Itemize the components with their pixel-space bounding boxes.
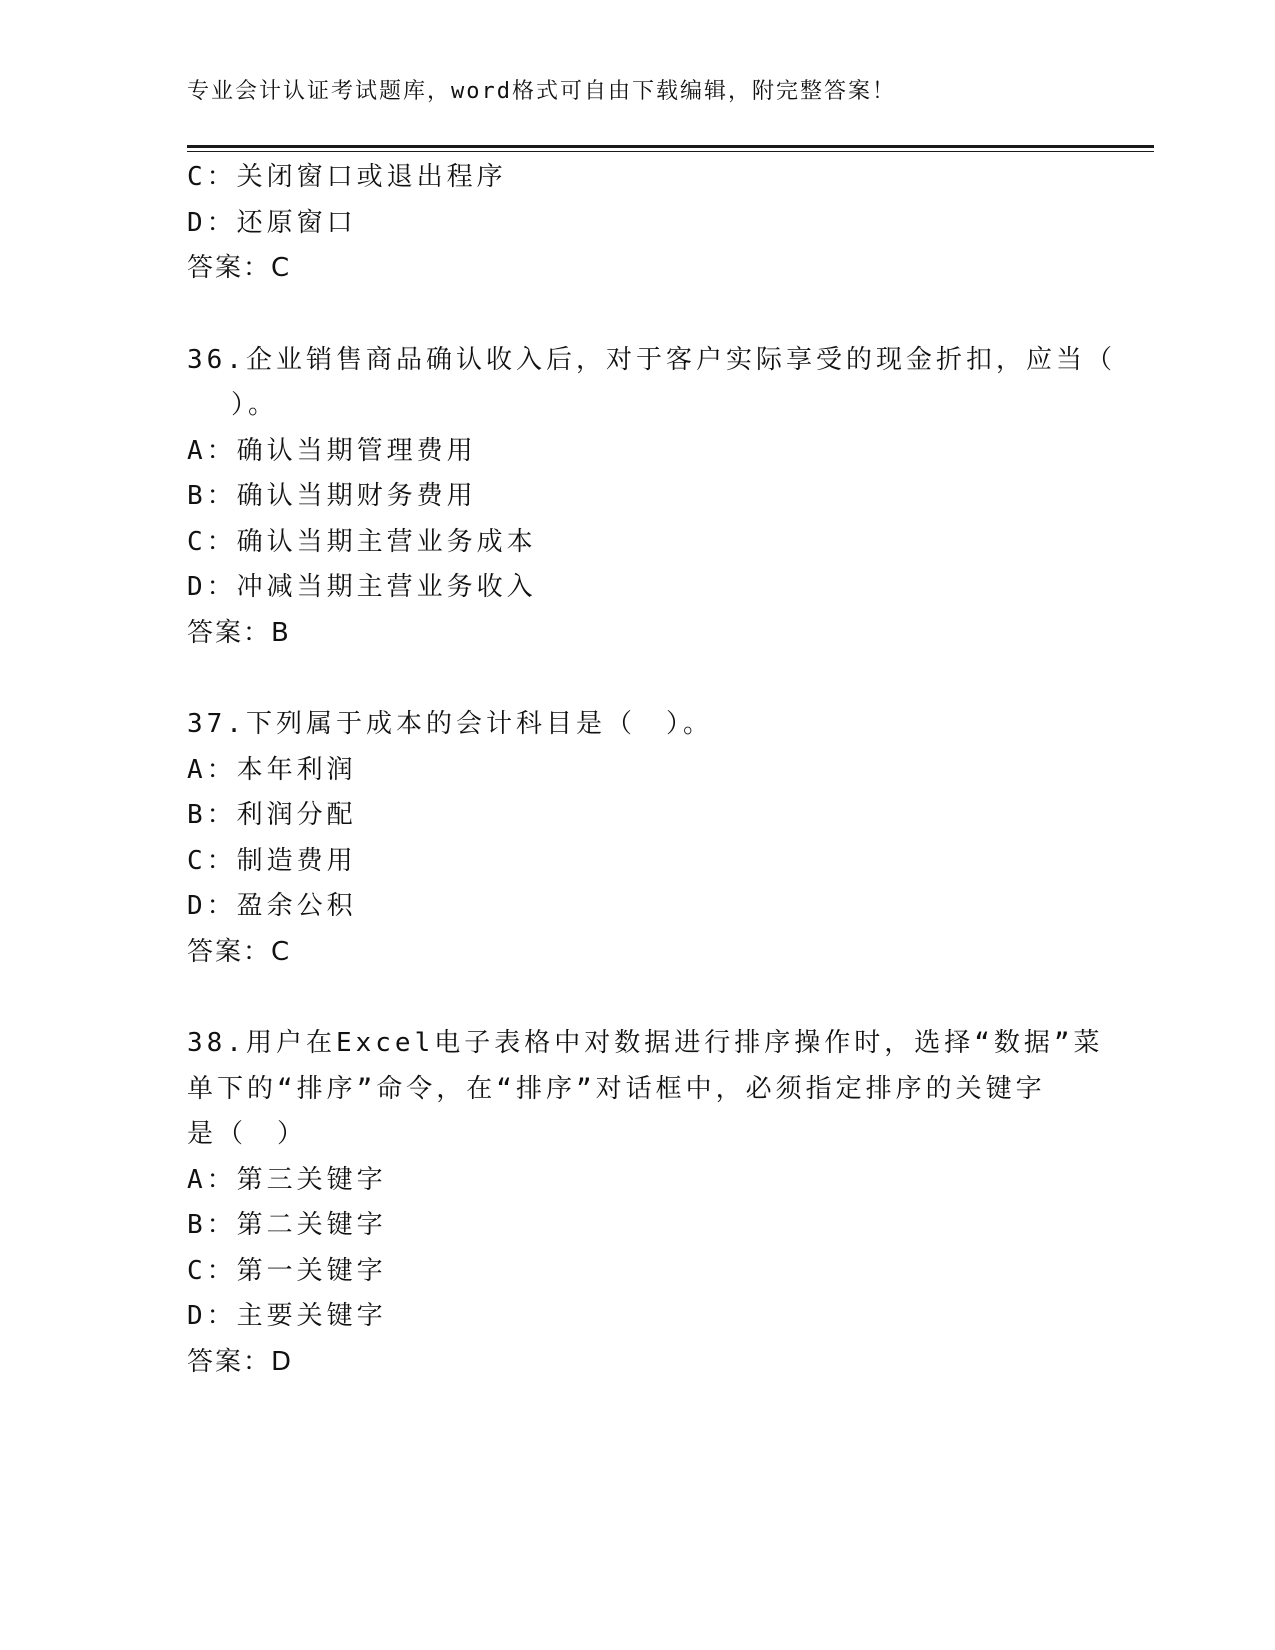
question-stem: 37.下列属于成本的会计科目是（ ）。 <box>187 709 713 739</box>
question-stem: 36.企业销售商品确认收入后，对于客户实际享受的现金折扣，应当（ <box>187 344 1116 375</box>
question-separator <box>187 975 1087 1021</box>
option-d: D：盈余公积 <box>187 891 357 921</box>
header-divider-thin <box>187 151 1154 152</box>
question-36 <box>187 338 1116 657</box>
option-c: C：关闭窗口或退出程序 <box>187 162 507 192</box>
question-stem: 38.用户在Excel电子表格中对数据进行排序操作时，选择“数据”菜 <box>187 1028 1104 1058</box>
question-list <box>187 155 1116 1385</box>
question-stem-continued: 是（ ） <box>187 1119 308 1149</box>
option-d: D：还原窗口 <box>187 207 357 238</box>
question-separator <box>187 292 1087 338</box>
option-b: B：第二关键字 <box>187 1210 387 1240</box>
answer-line: 答案：C <box>187 936 292 967</box>
answer-line: 答案：C <box>187 253 292 283</box>
option-d: D：冲减当期主营业务收入 <box>187 572 537 602</box>
answer-line: 答案：D <box>187 1346 294 1377</box>
header-divider-thick <box>187 145 1154 148</box>
question-38 <box>187 1021 1104 1385</box>
question-stem-continued: 单下的“排序”命令，在“排序”对话框中，必须指定排序的关键字 <box>187 1073 1046 1104</box>
option-a: A：确认当期管理费用 <box>187 435 477 466</box>
option-c: C：确认当期主营业务成本 <box>187 526 537 557</box>
option-b: B：利润分配 <box>187 800 357 830</box>
page-header-text: 专业会计认证考试题库，word格式可自由下载编辑，附完整答案！ <box>187 79 896 104</box>
option-c: C：制造费用 <box>187 845 357 876</box>
answer-line: 答案：B <box>187 617 291 648</box>
option-a: A：本年利润 <box>187 754 357 785</box>
question-37 <box>187 702 1087 975</box>
option-c: C：第一关键字 <box>187 1255 387 1286</box>
option-a: A：第三关键字 <box>187 1164 387 1195</box>
option-d: D：主要关键字 <box>187 1301 387 1331</box>
option-b: B：确认当期财务费用 <box>187 481 477 511</box>
question-stem-continued: ）。 <box>231 390 279 420</box>
question-separator <box>187 656 1087 702</box>
question-35-tail <box>187 155 1087 292</box>
